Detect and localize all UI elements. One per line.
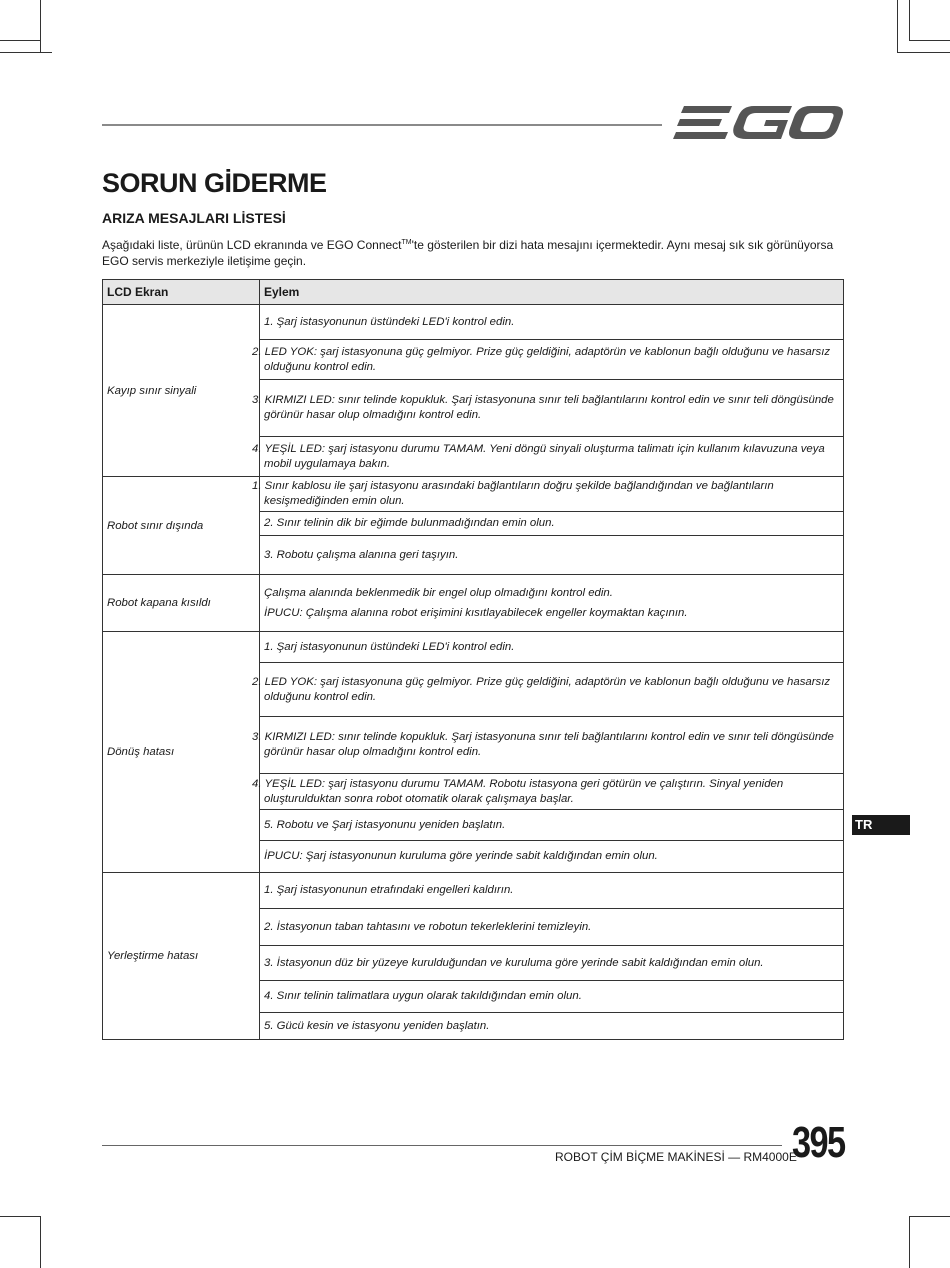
action-step: 4. Sınır telinin talimatlara uygun olarak takıldığından emin olun. — [260, 981, 844, 1013]
lcd-message: Robot kapana kısıldı — [103, 575, 260, 632]
ego-logo — [672, 102, 844, 149]
crop-mark — [909, 40, 950, 41]
table-row — [103, 477, 844, 512]
intro-paragraph — [102, 235, 842, 269]
crop-mark — [0, 40, 40, 41]
action-step: 3. İstasyonun düz bir yüzeye kurulduğundan ve kuruluma göre yerinde sabit kaldığından emin olun. — [260, 946, 844, 981]
language-tab: TR — [852, 815, 910, 835]
page-number: 395 — [792, 1118, 845, 1167]
footer-product-name: ROBOT ÇİM BİÇME MAKİNESİ — RM4000E — [555, 1150, 797, 1164]
action-step: 2. LED YOK: şarj istasyonuna güç gelmiyor. Prize güç geldiğini, adaptörün ve kablonun bağlı olduğunu ve hasarsız olduğunu kontrol edin. — [260, 340, 844, 380]
table-row — [103, 575, 844, 632]
lcd-message: Kayıp sınır sinyali — [103, 305, 260, 477]
footer-rule — [102, 1145, 782, 1146]
crop-mark — [909, 0, 910, 40]
fault-message-table — [102, 279, 844, 1040]
crop-mark — [0, 1216, 40, 1217]
tip-text: İPUCU: Çalışma alanına robot erişimini kısıtlayabilecek engeller koymaktan kaçının. — [264, 607, 688, 619]
action-step: 1. Şarj istasyonunun üstündeki LED'i kontrol edin. — [260, 305, 844, 340]
header-rule — [102, 124, 662, 126]
crop-mark — [40, 0, 41, 52]
intro-text: Aşağıdaki liste, ürünün LCD ekranında ve EGO Connect — [102, 238, 402, 252]
trademark: TM — [401, 239, 412, 246]
column-header-lcd: LCD Ekran — [103, 280, 260, 305]
action-step: 1. Sınır kablosu ile şarj istasyonu arasındaki bağlantıların doğru şekilde bağlandığından ve bağlantıların kesişmediğinden emin olun. — [260, 477, 844, 512]
action-step: 2. İstasyonun taban tahtasını ve robotun tekerleklerini temizleyin. — [260, 909, 844, 946]
action-step: 3. KIRMIZI LED: sınır telinde kopukluk. Şarj istasyonuna sınır teli bağlantılarını kontrol edin ve sınır teli döngüsünde görünür hasar olup olmadığını kontrol edin. — [260, 380, 844, 437]
crop-mark — [40, 1216, 41, 1268]
crop-mark — [909, 1216, 910, 1268]
action-step: 4. YEŞİL LED: şarj istasyonu durumu TAMAM. Robotu istasyona geri götürün ve çalıştırın. Sinyal yeniden oluşturulduktan sonra robot otomatik olarak çalışmaya başlar. — [260, 774, 844, 810]
intro-text: 'te gösterilen bir dizi hata mesajını içermektedir. Aynı mesaj sık sık görünüyorsa EGO servis merkeziyle iletişime geçin. — [102, 238, 834, 268]
column-header-action: Eylem — [260, 280, 844, 305]
action-step: 2. LED YOK: şarj istasyonuna güç gelmiyor. Prize güç geldiğini, adaptörün ve kablonun bağlı olduğunu ve hasarsız olduğunu kontrol edin. — [260, 663, 844, 717]
page-title: SORUN GİDERME — [102, 168, 327, 198]
action-step: 1. Şarj istasyonunun etrafındaki engelleri kaldırın. — [260, 873, 844, 909]
action-step: 3. KIRMIZI LED: sınır telinde kopukluk. Şarj istasyonuna sınır teli bağlantılarını kontrol edin ve sınır teli döngüsünde görünür hasar olup olmadığını kontrol edin. — [260, 717, 844, 774]
ego-logo-icon — [672, 102, 844, 144]
action-step: 4. YEŞİL LED: şarj istasyonu durumu TAMAM. Yeni döngü sinyali oluşturma talimatı için kullanım kılavuzuna veya mobil uygulamaya bakın. — [260, 437, 844, 477]
action-step: 5. Robotu ve Şarj istasyonunu yeniden başlatın. — [260, 810, 844, 841]
section-subtitle: ARIZA MESAJLARI LİSTESİ — [102, 210, 286, 226]
table-row — [103, 873, 844, 909]
crop-mark — [897, 0, 898, 52]
action-cell — [260, 575, 844, 632]
action-step: 1. Şarj istasyonunun üstündeki LED'i kontrol edin. — [260, 632, 844, 663]
table-header-row — [103, 280, 844, 305]
crop-mark — [897, 52, 950, 53]
table-row — [103, 632, 844, 663]
tip-text: İPUCU: Şarj istasyonunun kuruluma göre yerinde sabit kaldığından emin olun. — [260, 841, 844, 873]
table-row — [103, 305, 844, 340]
action-step: Çalışma alanında beklenmedik bir engel olup olmadığını kontrol edin. — [264, 587, 613, 599]
crop-mark — [909, 1216, 950, 1217]
lcd-message: Robot sınır dışında — [103, 477, 260, 575]
action-step: 5. Gücü kesin ve istasyonu yeniden başlatın. — [260, 1013, 844, 1040]
lcd-message: Dönüş hatası — [103, 632, 260, 873]
action-step: 2. Sınır telinin dik bir eğimde bulunmadığından emin olun. — [260, 512, 844, 536]
lcd-message: Yerleştirme hatası — [103, 873, 260, 1040]
action-step: 3. Robotu çalışma alanına geri taşıyın. — [260, 536, 844, 575]
crop-mark — [0, 52, 52, 53]
